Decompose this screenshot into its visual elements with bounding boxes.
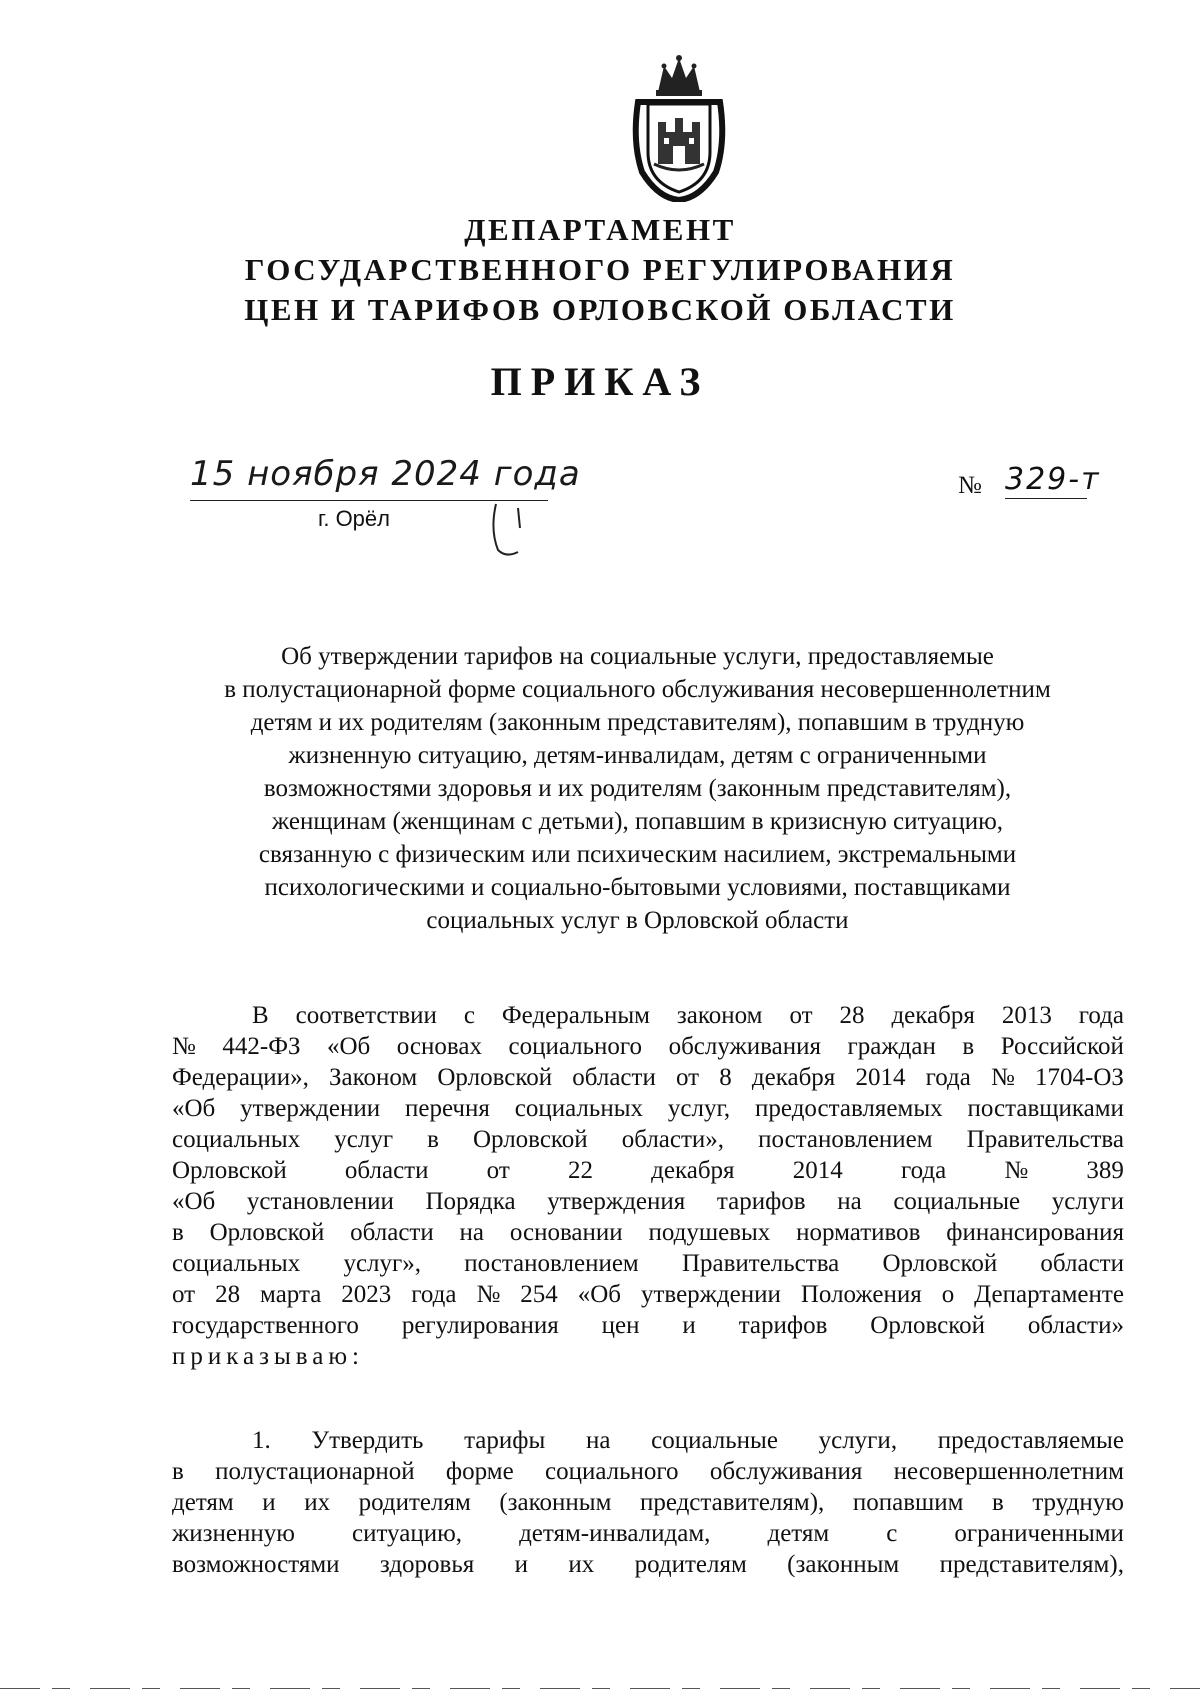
paragraph-line: социальных услуг в Орловской области», постановлением Правительства [172, 1126, 1124, 1153]
paragraph-line: «Об утверждении перечня социальных услуг, предоставляемых поставщиками [172, 1095, 1124, 1122]
paragraph-line: в полустационарной форме социального обслуживания несовершеннолетним [172, 1458, 1124, 1485]
paragraph-line: 1. Утвердить тарифы на социальные услуги, предоставляемые [252, 1427, 1124, 1454]
organization-name [160, 210, 1040, 330]
city-label: г. Орёл [318, 506, 390, 531]
paragraph-line: в Орловской области на основании подушевых нормативов финансирования [172, 1219, 1124, 1246]
paragraph-line: социальных услуг», постановлением Правительства Орловской области [172, 1250, 1124, 1277]
paragraph-line: детям и их родителям (законным представителям), попавшим в трудную [172, 1489, 1124, 1516]
org-line: ГОСУДАРСТВЕННОГО РЕГУЛИРОВАНИЯ [244, 252, 956, 287]
handwritten-date [190, 450, 581, 498]
handwritten-number: 329-т [1005, 462, 1101, 497]
number-underline [1005, 498, 1087, 499]
paragraph-line: Орловской области от 22 декабря 2014 года № 389 [172, 1157, 1124, 1184]
handwritten-date-text: 15 ноября 2024 года [190, 454, 581, 494]
paragraph-line: В соответствии с Федеральным законом от 28 декабря 2013 года [252, 1002, 1124, 1029]
paragraph-line: жизненную ситуацию, детям-инвалидам, детям с ограниченными [172, 1520, 1124, 1547]
scan-bottom-edge [0, 1688, 1200, 1689]
coat-of-arms-emblem [628, 52, 730, 202]
subject-line: детям и их родителям (законным представителям), попавшим в трудную [250, 709, 1025, 736]
number-label: № [958, 472, 982, 499]
paragraph-line: «Об установлении Порядка утверждения тарифов на социальные услуги [172, 1188, 1124, 1215]
subject-line: женщинам (женщинам с детьми), попавшим в кризисную ситуацию, [271, 808, 1004, 835]
paragraph-line: № 442-ФЗ «Об основах социального обслуживания граждан в Российской [172, 1033, 1124, 1060]
item-1-paragraph [172, 1425, 1124, 1580]
document-type-title: ПРИКАЗ [490, 359, 710, 404]
subject-line: социальных услуг в Орловской области [426, 907, 849, 934]
subject-line: в полустационарной форме социального обслуживания несовершеннолетним [224, 676, 1051, 703]
paragraph-line: от 28 марта 2023 года № 254 «Об утверждении Положения о Департаменте [172, 1281, 1124, 1308]
paragraph-line: государственного регулирования цен и тарифов Орловской области» [172, 1312, 1124, 1339]
order-subject [160, 640, 1115, 937]
paragraph-line: возможностями здоровья и их родителям (законным представителям), [172, 1551, 1124, 1578]
org-line: ДЕПАРТАМЕНТ [464, 212, 736, 247]
handwritten-bracket-mark [488, 500, 528, 560]
preamble-paragraph [172, 1000, 1124, 1372]
paragraph-line: Федерации», Законом Орловской области от 8 декабря 2014 года № 1704-ОЗ [172, 1064, 1124, 1091]
subject-line: возможностями здоровья и их родителям (законным представителям), [263, 775, 1012, 802]
subject-line: Об утверждении тарифов на социальные услуги, предоставляемые [281, 643, 994, 670]
closing-word: приказываю: [172, 1343, 364, 1370]
subject-line: жизненную ситуацию, детям-инвалидам, детям с ограниченными [288, 742, 987, 769]
subject-line: психологическими и социально-бытовыми условиями, поставщиками [264, 874, 1011, 901]
subject-line: связанную с физическим или психическим насилием, экстремальными [258, 841, 1017, 868]
org-line: ЦЕН И ТАРИФОВ ОРЛОВСКОЙ ОБЛАСТИ [244, 292, 956, 327]
